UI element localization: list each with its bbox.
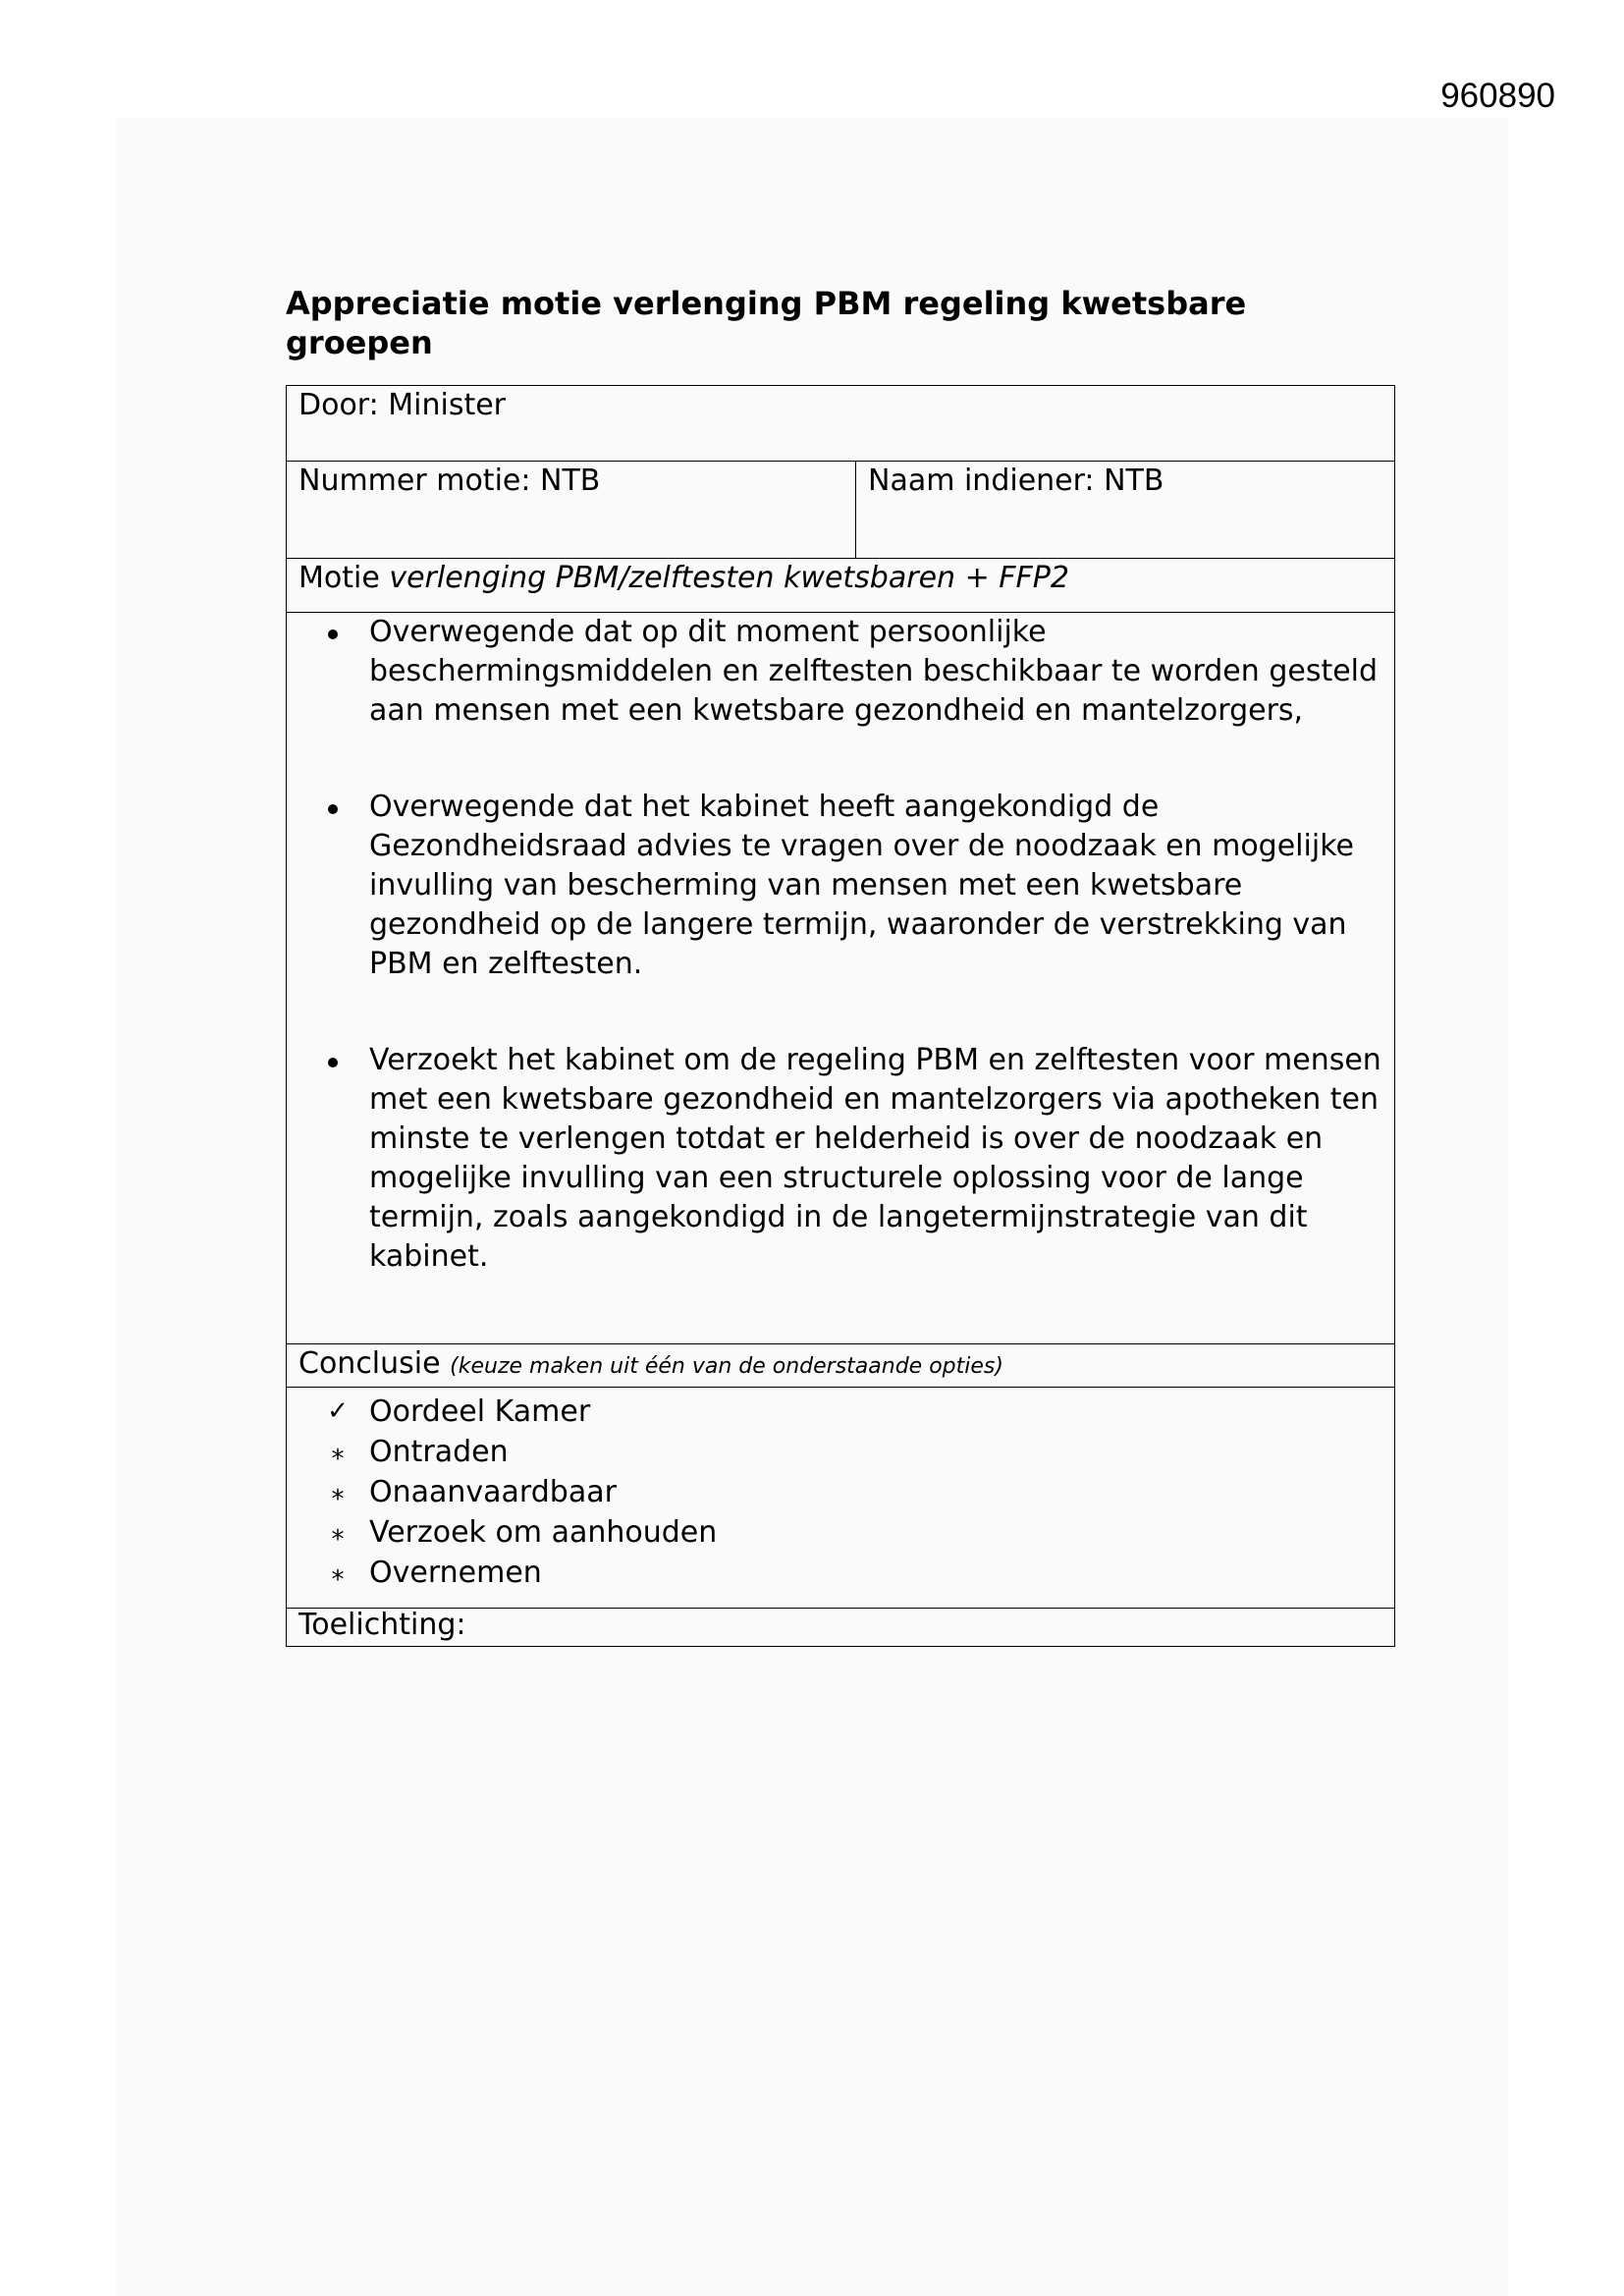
considerations-cell [287, 613, 1395, 1344]
option-label: Oordeel Kamer [369, 1394, 591, 1429]
option-onaanvaardbaar [331, 1472, 1382, 1512]
consideration-item [369, 788, 1382, 984]
bullet-icon [328, 1058, 338, 1067]
consideration-text: Verzoekt het kabinet om de regeling PBM en zelftesten voor mensen met een kwetsbare gezondheid en mantelzorgers via apotheken ten minste te verlengen totdat er helderheid is over de noodzaak en mogelijke invulling van een structurele oplossing voor de lange termijn, zoals aangekondigd in de langetermijnstrategie van dit kabinet. [369, 1043, 1381, 1274]
considerations-list [298, 613, 1382, 1277]
asterisk-icon: ⁎ [331, 1558, 345, 1587]
naam-indiener-cell: Naam indiener: NTB [856, 462, 1395, 559]
consideration-text: Overwegende dat op dit moment persoonlijke beschermingsmiddelen en zelftesten beschikbaar te worden gesteld aan mensen met een kwetsbare gezondheid en mantelzorgers, [369, 615, 1379, 728]
checkmark-icon: ✓ [327, 1396, 349, 1426]
option-label: Onaanvaardbaar [369, 1475, 617, 1509]
consideration-item [369, 1041, 1382, 1277]
conclusie-note: (keuze maken uit één van de onderstaande opties) [450, 1354, 1003, 1379]
option-label: Verzoek om aanhouden [369, 1515, 718, 1550]
door-cell: Door: Minister [287, 386, 1395, 462]
bullet-icon [328, 629, 338, 639]
options-cell [287, 1388, 1395, 1609]
option-label: Overnemen [369, 1556, 542, 1590]
option-overnemen [331, 1553, 1382, 1593]
option-ontraden [331, 1432, 1382, 1472]
conclusie-options [298, 1388, 1382, 1593]
asterisk-icon: ⁎ [331, 1477, 345, 1506]
document-number: 960890 [1440, 77, 1555, 115]
conclusie-label: Conclusie [298, 1346, 441, 1381]
document-title: Appreciatie motie verlenging PBM regeling kwetsbare groepen [286, 285, 1247, 361]
option-oordeel-kamer [327, 1392, 1382, 1432]
appreciation-form [286, 385, 1395, 1647]
asterisk-icon: ⁎ [331, 1437, 345, 1466]
motie-cell [287, 559, 1395, 613]
option-verzoek-om-aanhouden [331, 1512, 1382, 1553]
bullet-icon [328, 804, 338, 814]
conclusie-cell [287, 1344, 1395, 1388]
consideration-text: Overwegende dat het kabinet heeft aangekondigd de Gezondheidsraad advies te vragen over de noodzaak en mogelijke invulling van bescherming van mensen met een kwetsbare gezondheid op de langere termijn, waaronder de verstrekking van PBM en zelftesten. [369, 790, 1354, 981]
motie-label: Motie [298, 561, 390, 595]
nummer-motie-cell: Nummer motie: NTB [287, 462, 856, 559]
motie-title: verlenging PBM/zelftesten kwetsbaren + FFP2 [389, 561, 1069, 595]
consideration-item [369, 613, 1382, 731]
asterisk-icon: ⁎ [331, 1517, 345, 1547]
option-label: Ontraden [369, 1435, 509, 1469]
toelichting-cell: Toelichting: [287, 1609, 1395, 1647]
